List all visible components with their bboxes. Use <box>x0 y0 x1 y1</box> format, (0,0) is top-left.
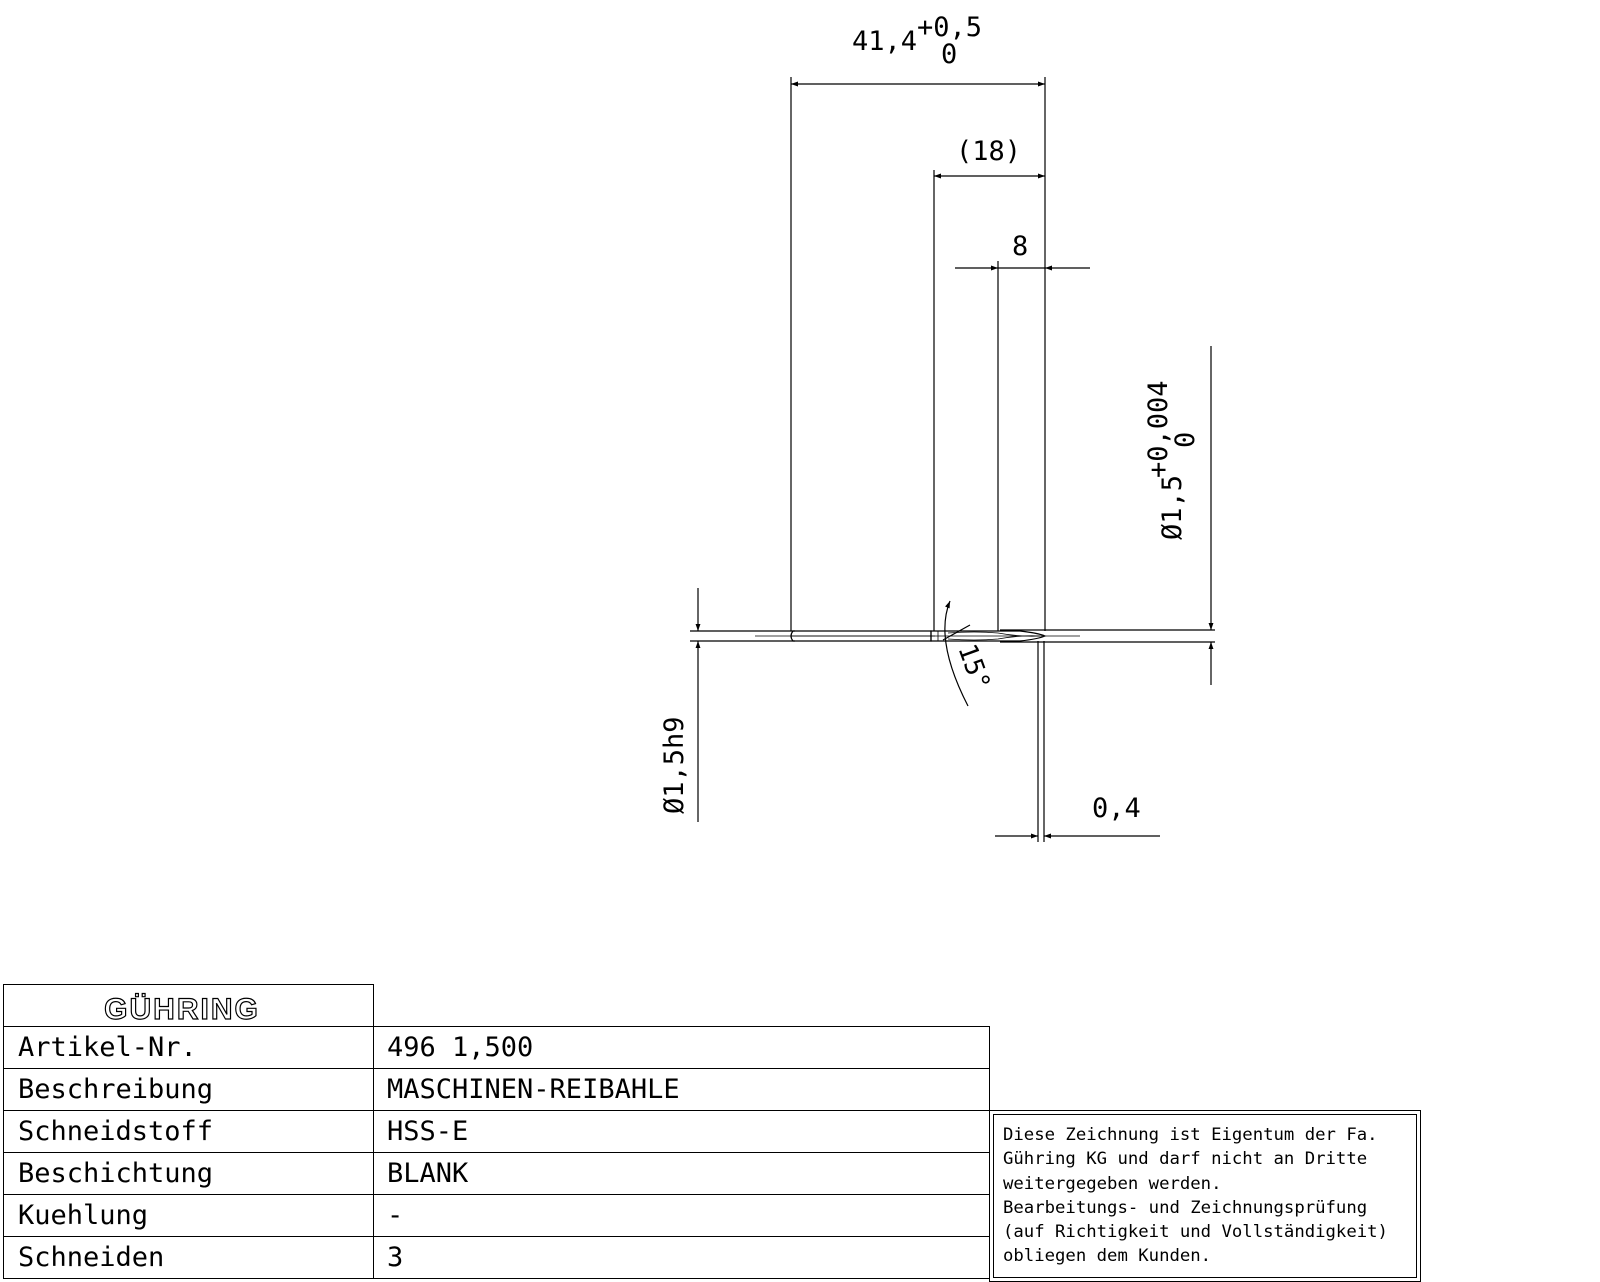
label-kuehlung: Kuehlung <box>3 1194 374 1237</box>
reamer-body <box>755 631 1080 641</box>
ownership-notice <box>989 1110 1421 1282</box>
notice-line: Diese Zeichnung ist Eigentum der Fa. <box>1003 1125 1378 1145</box>
value-schneidstoff: HSS-E <box>373 1110 990 1153</box>
value-schneiden: 3 <box>373 1236 990 1279</box>
label-schneiden: Schneiden <box>3 1236 374 1279</box>
label-schneidstoff: Schneidstoff <box>3 1110 374 1153</box>
cutting-diameter-upper-tolerance: +0,004 <box>1143 380 1174 478</box>
overall-length-upper-tolerance: +0,5 <box>917 12 983 43</box>
value-artikel-nr: 496 1,500 <box>373 1026 990 1069</box>
value-beschreibung: MASCHINEN-REIBAHLE <box>373 1068 990 1111</box>
shank-diameter-label: Ø1,5h9 <box>659 716 690 814</box>
cutting-diameter-base: Ø1,5 <box>1157 474 1188 540</box>
chamfer-length-label: 0,4 <box>1092 793 1141 824</box>
value-beschichtung: BLANK <box>373 1152 990 1195</box>
ownership-notice-inner <box>993 1114 1417 1278</box>
logo-cell <box>3 984 374 1027</box>
value-kuehlung: - <box>373 1194 990 1237</box>
notice-line: (auf Richtigkeit und Vollständigkeit) <box>1003 1222 1388 1243</box>
cutting-length-label: 8 <box>1012 231 1029 262</box>
cutting-diameter-lower-tolerance: 0 <box>1170 431 1201 448</box>
cutting-length-dimension <box>955 261 1090 631</box>
chamfer-angle-label: 15° <box>951 640 996 695</box>
notice-line: weitergegeben werden. <box>1003 1173 1222 1194</box>
logo-text: GÜHRING <box>104 993 260 1026</box>
overall-length-lower-tolerance: 0 <box>941 39 958 70</box>
flute-length-dimension <box>934 170 1045 631</box>
guehring-logo <box>4 985 375 1028</box>
label-artikel-nr: Artikel-Nr. <box>3 1026 374 1069</box>
notice-line: obliegen dem Kunden. <box>1003 1246 1212 1267</box>
title-block <box>3 984 991 1280</box>
shank-diameter-dimension <box>690 588 795 822</box>
label-beschichtung: Beschichtung <box>3 1152 374 1195</box>
notice-line: Gühring KG und darf nicht an Dritte <box>1003 1149 1368 1170</box>
overall-length-base: 41,4 <box>852 26 918 57</box>
notice-line: Bearbeitungs- und Zeichnungsprüfung <box>1003 1197 1368 1218</box>
label-beschreibung: Beschreibung <box>3 1068 374 1111</box>
flute-length-label: (18) <box>956 136 1022 167</box>
